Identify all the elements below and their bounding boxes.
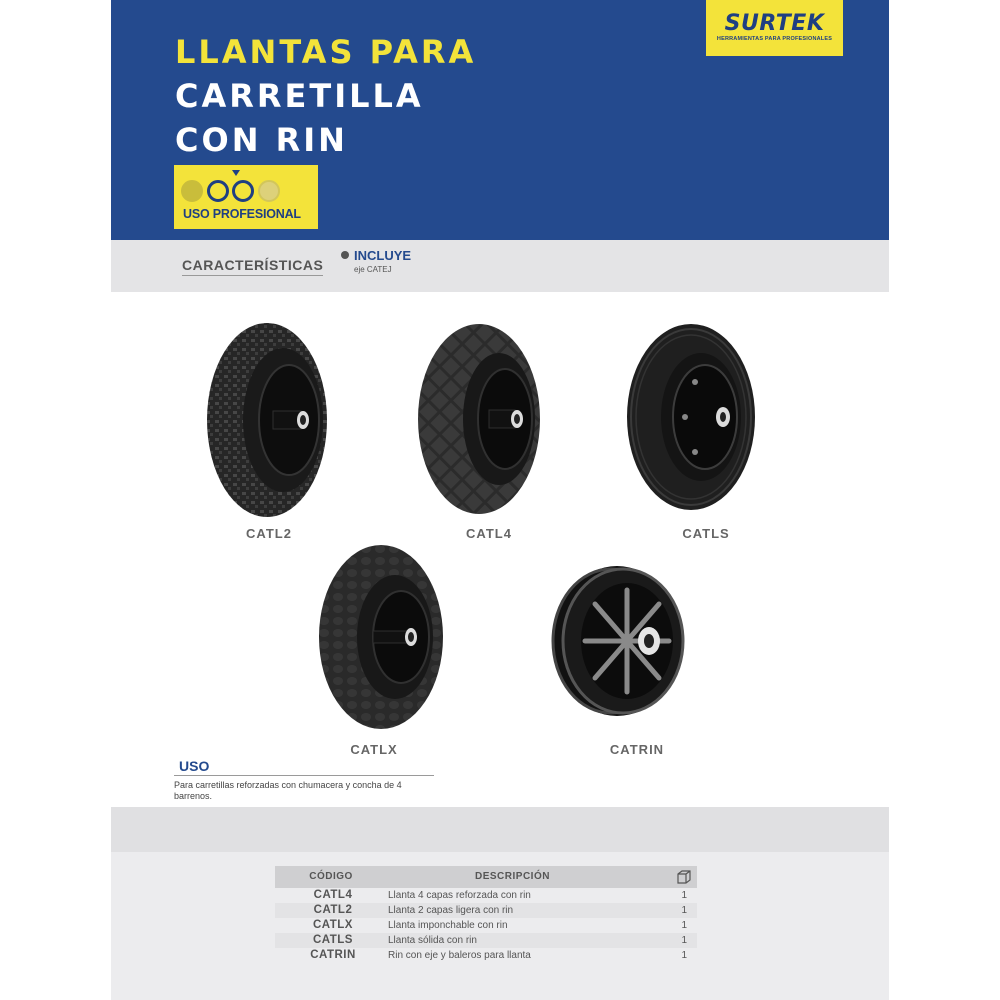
hard-hat-icon — [181, 180, 203, 202]
table-row — [275, 933, 697, 948]
gray-band — [111, 807, 889, 852]
bullet-icon — [341, 251, 349, 259]
usage-level-badge — [174, 165, 318, 229]
table-row — [275, 948, 697, 963]
solid-tire-icon — [625, 322, 757, 512]
product-label-catl4: CATL4 — [466, 526, 512, 541]
row-description: Llanta 4 capas reforzada con rin — [388, 890, 531, 901]
hard-hat-icon — [258, 180, 280, 202]
flat-free-tire-icon — [317, 543, 445, 731]
hard-hat-icon — [232, 180, 254, 202]
uso-title: USO — [179, 758, 210, 774]
level-marker-icon — [232, 170, 240, 176]
row-code: CATL4 — [313, 889, 353, 901]
uso-text: Para carretillas reforzadas con chumacera y concha de 4 barrenos. — [174, 780, 402, 801]
knobby-tire-icon — [205, 320, 330, 520]
product-image-catl4 — [417, 322, 542, 517]
hard-hat-icon — [207, 180, 229, 202]
product-image-catrin — [549, 562, 691, 720]
row-quantity: 1 — [681, 905, 687, 916]
steel-rim-icon — [549, 562, 691, 720]
title-line-2: CARRETILLA — [175, 77, 424, 115]
row-quantity: 1 — [681, 935, 687, 946]
row-description: Llanta 2 capas ligera con rin — [388, 905, 514, 916]
logo-tagline: HERRAMIENTAS PARA PROFESIONALES — [716, 36, 833, 42]
logo-wordmark: SURTEK — [724, 11, 825, 36]
product-image-catlx — [317, 543, 445, 731]
product-table — [275, 866, 697, 963]
product-image-catl2 — [205, 320, 330, 520]
diamond-tread-tire-icon — [417, 322, 542, 517]
row-code: CATLX — [313, 919, 353, 931]
header-banner — [111, 0, 889, 240]
catalog-sheet — [111, 0, 889, 1000]
product-label-catls: CATLS — [682, 526, 730, 541]
row-description: Llanta imponchable con rin — [388, 920, 508, 931]
box-icon — [677, 870, 691, 884]
row-quantity: 1 — [681, 950, 687, 961]
badge-label: USO PROFESIONAL — [183, 207, 301, 221]
surtek-logo — [706, 0, 843, 56]
includes-text: eje CATEJ — [354, 265, 392, 274]
table-row — [275, 903, 697, 918]
title-line-3: CON RIN — [175, 121, 348, 159]
product-label-catlx: CATLX — [350, 742, 398, 757]
product-label-catl2: CATL2 — [246, 526, 292, 541]
uso-divider — [174, 775, 434, 776]
row-description: Rin con eje y baleros para llanta — [388, 950, 531, 961]
product-label-catrin: CATRIN — [609, 742, 665, 757]
table-header — [275, 866, 697, 888]
includes-title: INCLUYE — [354, 248, 412, 263]
row-code: CATRIN — [310, 949, 356, 961]
column-header-code: CÓDIGO — [309, 871, 353, 882]
row-code: CATL2 — [313, 904, 353, 916]
column-header-description: DESCRIPCIÓN — [475, 871, 550, 882]
row-code: CATLS — [313, 934, 353, 946]
page-title — [175, 30, 476, 162]
row-quantity: 1 — [681, 920, 687, 931]
title-line-1: LLANTAS PARA — [175, 33, 477, 71]
table-row — [275, 888, 697, 903]
features-title: CARACTERÍSTICAS — [182, 257, 323, 276]
features-bar — [111, 240, 889, 292]
table-row — [275, 918, 697, 933]
row-quantity: 1 — [681, 890, 687, 901]
row-description: Llanta sólida con rin — [388, 935, 477, 946]
product-image-catls — [625, 322, 757, 512]
